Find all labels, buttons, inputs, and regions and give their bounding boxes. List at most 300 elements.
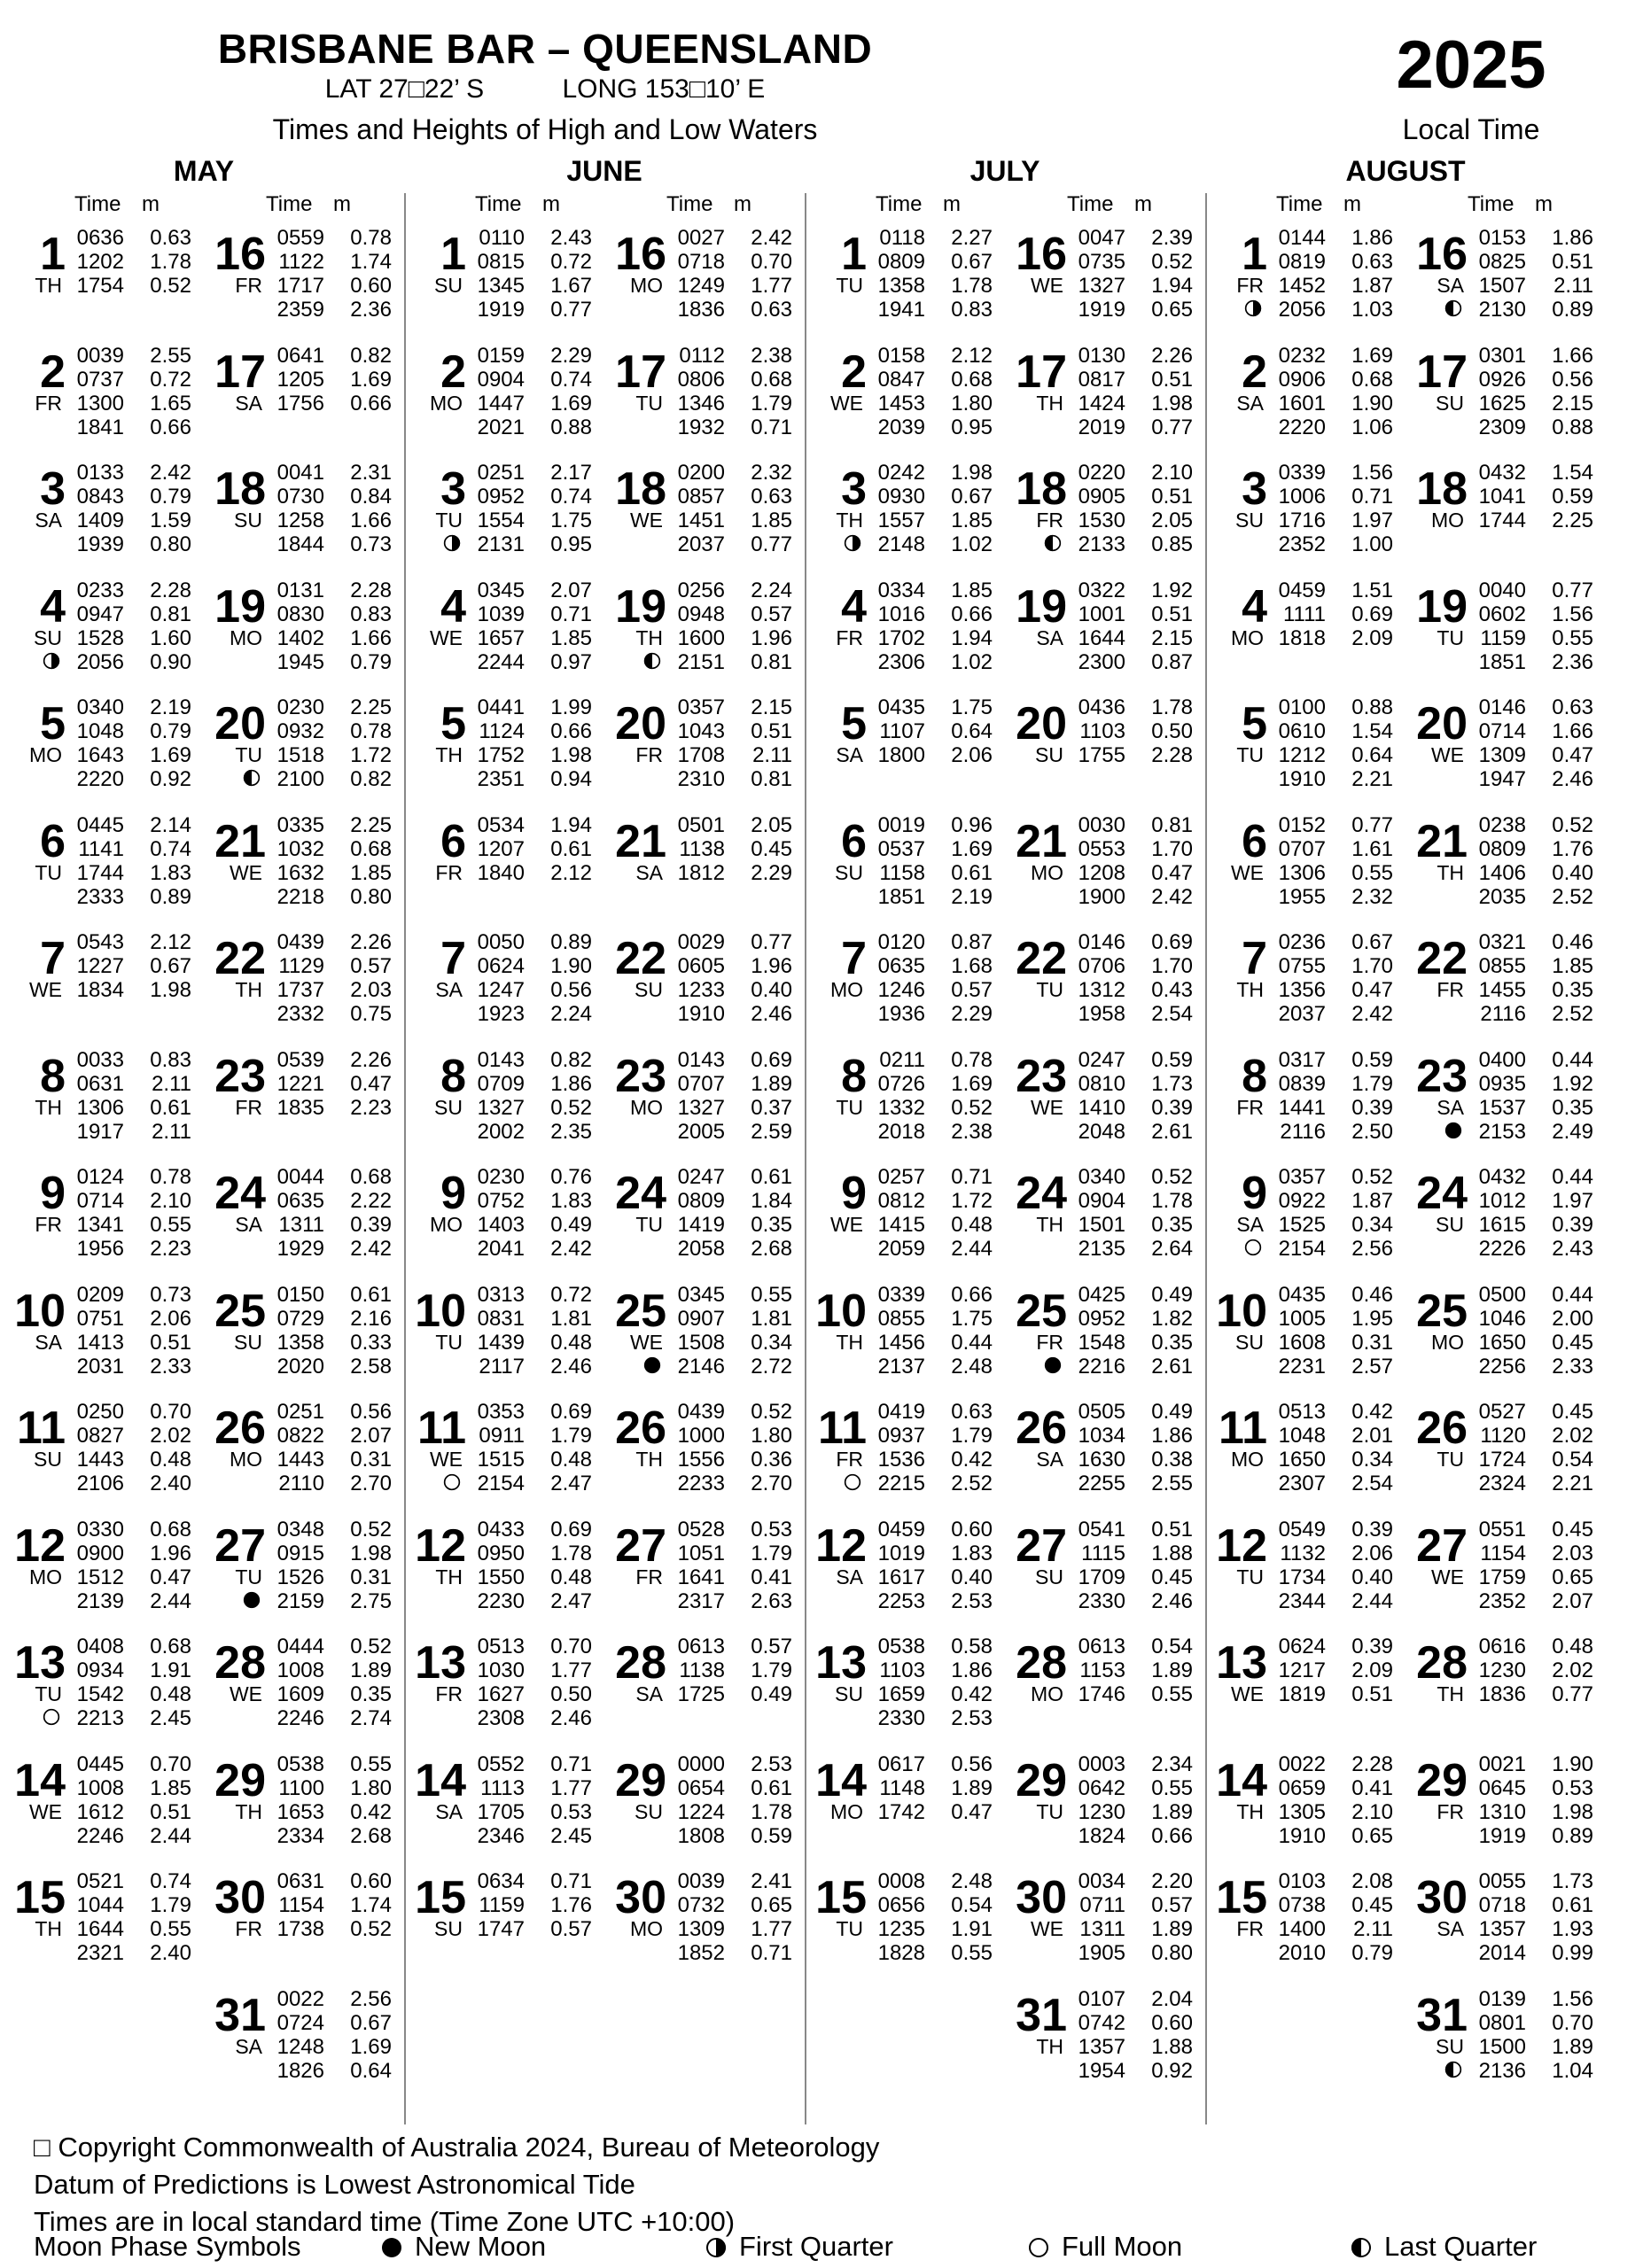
legend-full-moon	[1028, 2231, 1182, 2263]
tide-time: 1945	[276, 649, 324, 674]
tide-time: 2137	[877, 1354, 925, 1379]
tide-time: 1917	[76, 1119, 124, 1144]
day-entry	[404, 338, 604, 456]
tide-time: 1742	[877, 1799, 925, 1824]
tide-time: 1812	[677, 860, 725, 885]
tide-time: 1600	[677, 625, 725, 650]
tide-height: 0.77	[1552, 578, 1593, 602]
tide-time: 2359	[276, 298, 324, 322]
day-entry	[4, 1629, 204, 1747]
tide-height: 0.60	[350, 274, 392, 298]
tide-time: 0050	[477, 930, 525, 954]
tide-time: 1005	[1278, 1306, 1326, 1331]
tide-height: 2.38	[751, 343, 792, 368]
tide-height: 0.92	[150, 767, 191, 791]
tide-height: 2.70	[350, 1472, 392, 1495]
tide-time: 1305	[1278, 1799, 1326, 1824]
tide-time: 0139	[1478, 1986, 1526, 2011]
tide-height: 1.89	[1151, 1917, 1193, 1941]
tide-time: 0041	[276, 461, 324, 485]
tide-time: 0247	[1078, 1047, 1125, 1072]
tide-time: 1923	[477, 1002, 525, 1026]
day-number: 6	[841, 815, 867, 867]
tide-time: 2246	[276, 1706, 324, 1730]
tide-height: 0.55	[751, 1282, 792, 1307]
tide-height: 2.61	[1151, 1119, 1193, 1144]
tide-height: 2.48	[951, 1869, 993, 1893]
tide-time: 0152	[1278, 812, 1326, 837]
day-entry	[805, 1160, 1005, 1278]
tide-time: 1310	[1478, 1799, 1526, 1824]
tide-height: 0.68	[150, 1517, 191, 1542]
weekday: SA	[1437, 1095, 1464, 1119]
tide-height: 0.52	[1151, 250, 1193, 274]
tide-time: 0441	[477, 695, 525, 719]
tide-time: 1358	[877, 274, 925, 298]
tide-height: 2.32	[751, 461, 792, 485]
tide-time: 0435	[1278, 1282, 1326, 1307]
days-16-31	[1005, 221, 1205, 2099]
tide-time: 1356	[1278, 978, 1326, 1002]
day-number: 28	[214, 1637, 266, 1689]
tide-height: 2.75	[350, 1588, 392, 1613]
tide-time: 0340	[1078, 1165, 1125, 1189]
tide-height: 2.45	[550, 1823, 592, 1848]
tide-height: 0.74	[550, 485, 592, 509]
tide-time: 0432	[1478, 1165, 1526, 1189]
day-entry	[1005, 221, 1205, 338]
tide-height: 0.77	[751, 532, 792, 556]
tide-time: 1409	[76, 509, 124, 532]
tide-time: 0729	[276, 1306, 324, 1331]
tide-time: 0711	[1079, 1893, 1125, 1917]
tide-height: 1.92	[1151, 578, 1193, 602]
page-title: BRISBANE BAR – QUEENSLAND	[217, 26, 873, 72]
tide-time: 1752	[477, 743, 525, 767]
new-moon-icon	[1044, 1356, 1062, 1374]
day-number: 31	[1016, 1989, 1067, 2041]
day-entry	[4, 338, 204, 456]
longitude: LONG 153□10’ E	[562, 74, 766, 104]
tide-height: 0.35	[1552, 978, 1593, 1002]
tide-time: 2110	[278, 1472, 324, 1495]
tide-height: 2.52	[951, 1472, 993, 1495]
tide-time: 0809	[877, 250, 925, 274]
tide-height: 0.35	[1151, 1330, 1193, 1355]
tide-height: 0.63	[150, 226, 191, 250]
tide-height: 1.75	[951, 1306, 993, 1331]
weekday: TU	[435, 509, 463, 532]
tide-height: 2.42	[1151, 884, 1193, 909]
tide-height: 2.07	[550, 578, 592, 602]
tide-height: 0.81	[751, 649, 792, 674]
tide-time: 1548	[1078, 1330, 1125, 1355]
tide-time: 1019	[877, 1541, 925, 1565]
tide-height: 0.40	[1351, 1565, 1393, 1589]
tide-time: 0112	[679, 343, 725, 368]
tide-time: 0553	[1078, 836, 1125, 861]
tide-height: 1.69	[1351, 343, 1393, 368]
tide-time: 1115	[1081, 1541, 1125, 1565]
weekday: SA	[1236, 1213, 1264, 1236]
weekday: MO	[229, 1448, 262, 1471]
day-number: 2	[440, 346, 466, 398]
tide-time: 1754	[76, 274, 124, 298]
latitude: LAT 27□22’ S	[324, 74, 485, 104]
weekday: FR	[435, 860, 463, 884]
tide-time: 1235	[877, 1917, 925, 1941]
tide-time: 1737	[276, 978, 324, 1002]
tide-time: 1747	[477, 1917, 525, 1941]
tide-height: 2.64	[1151, 1237, 1193, 1261]
tide-height: 2.52	[1552, 884, 1593, 909]
tide-time: 2153	[1478, 1119, 1526, 1144]
tide-time: 0124	[76, 1165, 124, 1189]
day-entry	[4, 1747, 204, 1865]
tide-height: 0.58	[951, 1635, 993, 1658]
tide-height: 0.67	[1351, 930, 1393, 954]
tide-height: 0.51	[150, 1799, 191, 1824]
tide-height: 0.34	[1351, 1448, 1393, 1472]
tide-height: 2.22	[350, 1189, 392, 1213]
tide-time: 2014	[1478, 1941, 1526, 1965]
tide-time: 0857	[677, 485, 725, 509]
month-may	[4, 155, 404, 2083]
tide-height: 0.97	[550, 649, 592, 674]
tide-height: 0.74	[550, 367, 592, 392]
day-entry	[204, 338, 404, 456]
tide-time: 1508	[677, 1330, 725, 1355]
tide-time: 0528	[677, 1517, 725, 1542]
tide-height: 0.42	[350, 1799, 392, 1824]
tide-height: 1.89	[350, 1658, 392, 1682]
tide-time: 0855	[877, 1306, 925, 1331]
tide-height: 0.77	[1151, 415, 1193, 439]
day-entry	[604, 573, 805, 691]
tide-height: 1.67	[550, 274, 592, 298]
tide-time: 0238	[1478, 812, 1526, 837]
tide-height: 0.78	[350, 719, 392, 743]
tide-height: 0.75	[350, 1002, 392, 1026]
tide-height: 0.61	[150, 1095, 191, 1120]
tide-time: 1309	[1478, 743, 1526, 767]
tide-height: 0.51	[1351, 1682, 1393, 1706]
tide-time: 0636	[76, 226, 124, 250]
tide-height: 0.72	[550, 250, 592, 274]
tide-time: 2246	[76, 1823, 124, 1848]
tide-time: 0724	[276, 2010, 324, 2035]
tide-height: 0.63	[951, 1400, 993, 1424]
day-entry	[1005, 1512, 1205, 1630]
tide-height: 1.66	[1552, 719, 1593, 743]
tide-height: 1.73	[1151, 1071, 1193, 1096]
tide-height: 0.55	[1151, 1775, 1193, 1800]
tide-height: 2.11	[1353, 1917, 1393, 1941]
tide-height: 0.42	[951, 1682, 993, 1706]
tide-height: 0.69	[751, 1047, 792, 1072]
tide-height: 2.21	[1351, 767, 1393, 791]
tide-height: 0.70	[150, 1400, 191, 1424]
weekday: FR	[1236, 1095, 1264, 1119]
tide-time: 1939	[76, 532, 124, 556]
tide-height: 2.46	[550, 1354, 592, 1379]
tide-height: 1.77	[550, 1658, 592, 1682]
tide-time: 0251	[477, 461, 525, 485]
tide-time: 0934	[76, 1658, 124, 1682]
month-name: AUGUST	[1345, 155, 1466, 187]
tide-time: 0827	[76, 1424, 124, 1448]
day-entry	[1005, 1394, 1205, 1512]
weekday: SU	[1436, 2034, 1464, 2058]
tide-time: 1644	[76, 1917, 124, 1941]
tide-time: 1609	[276, 1682, 324, 1706]
tide-height: 2.59	[751, 1119, 792, 1144]
day-entry	[1205, 925, 1406, 1043]
tide-height: 1.96	[150, 1541, 191, 1565]
tide-height: 2.74	[350, 1706, 392, 1730]
tide-time: 1346	[677, 391, 725, 416]
weekday: TU	[1036, 978, 1063, 1001]
day-number: 22	[1016, 933, 1067, 984]
weekday: TH	[435, 1565, 463, 1588]
tide-height: 0.63	[751, 485, 792, 509]
tide-height: 0.99	[1552, 1941, 1593, 1965]
tide-height: 0.65	[1552, 1565, 1593, 1589]
column-headers	[404, 190, 805, 221]
day-entry	[204, 925, 404, 1043]
tide-height: 2.11	[752, 743, 792, 767]
tide-time: 0236	[1278, 930, 1326, 954]
tide-height: 2.12	[550, 860, 592, 885]
tide-time: 1402	[276, 625, 324, 650]
tide-height: 0.69	[550, 1400, 592, 1424]
day-number: 4	[1242, 580, 1267, 633]
tide-time: 1705	[477, 1799, 525, 1824]
tide-time: 1034	[1078, 1424, 1125, 1448]
tide-height: 0.66	[1151, 1823, 1193, 1848]
day-entry	[805, 338, 1005, 456]
tide-height: 0.51	[1151, 602, 1193, 626]
tide-height: 0.35	[350, 1682, 392, 1706]
tide-time: 1357	[1478, 1917, 1526, 1941]
tide-time: 2148	[877, 532, 925, 556]
tide-time: 2256	[1478, 1354, 1526, 1379]
tide-height: 0.40	[1552, 860, 1593, 885]
weekday: SA	[235, 1213, 262, 1236]
tide-height: 1.69	[951, 1071, 993, 1096]
tide-time: 2306	[877, 649, 925, 674]
tide-time: 2131	[477, 532, 525, 556]
tide-time: 1122	[278, 250, 324, 274]
tide-height: 0.55	[1151, 1682, 1193, 1706]
weekday: TU	[35, 860, 62, 884]
tide-time: 1910	[677, 1002, 725, 1026]
tide-time: 2005	[677, 1119, 725, 1144]
weekday: SU	[1235, 509, 1264, 532]
day-number: 20	[1416, 698, 1468, 750]
tide-height: 1.86	[1351, 226, 1393, 250]
tide-height: 0.60	[350, 1869, 392, 1893]
tide-time: 1834	[76, 978, 124, 1002]
tide-height: 2.05	[1151, 509, 1193, 532]
full-moon-icon	[443, 1473, 461, 1491]
tide-time: 1910	[1278, 1823, 1326, 1848]
weekday: SU	[1035, 743, 1063, 766]
month-august	[1205, 155, 1606, 2083]
day-entry	[1205, 1394, 1406, 1512]
tide-height: 0.89	[1552, 1823, 1593, 1848]
day-number: 30	[1416, 1872, 1468, 1923]
tide-time: 1306	[1278, 860, 1326, 885]
tide-time: 0948	[677, 602, 725, 626]
weekday: MO	[1230, 1448, 1264, 1471]
day-number: 21	[615, 815, 666, 867]
tide-height: 2.06	[1351, 1541, 1393, 1565]
day-number: 2	[1242, 346, 1267, 398]
day-number: 24	[615, 1168, 666, 1219]
weekday: SA	[836, 743, 863, 766]
day-entry	[604, 1160, 805, 1278]
tide-height: 0.52	[951, 1095, 993, 1120]
tide-height: 0.63	[1351, 250, 1393, 274]
tide-time: 2056	[76, 649, 124, 674]
tide-height: 0.48	[550, 1565, 592, 1589]
tide-time: 1311	[278, 1213, 324, 1237]
tide-height: 0.92	[1151, 2058, 1193, 2083]
tide-time: 1526	[276, 1565, 324, 1589]
tide-time: 1734	[1278, 1565, 1326, 1589]
tide-time: 2056	[1278, 298, 1326, 322]
day-entry	[1205, 221, 1406, 338]
day-entry	[805, 1043, 1005, 1161]
tide-time: 0153	[1478, 226, 1526, 250]
day-entry	[404, 455, 604, 573]
tide-time: 1246	[877, 978, 925, 1002]
day-entry	[1005, 925, 1205, 1043]
tide-time: 1601	[1278, 391, 1326, 416]
tide-time: 1000	[677, 1424, 725, 1448]
day-entry	[805, 573, 1005, 691]
days-1-15	[404, 221, 604, 1982]
tide-height: 2.43	[1552, 1237, 1593, 1261]
tide-height: 0.80	[350, 884, 392, 909]
weekday: FR	[1036, 1330, 1063, 1354]
tide-height: 0.52	[550, 1095, 592, 1120]
tide-height: 1.78	[751, 1799, 792, 1824]
tide-height: 1.87	[1351, 274, 1393, 298]
tide-height: 1.80	[350, 1775, 392, 1800]
tide-height: 1.78	[951, 274, 993, 298]
tide-time: 0541	[1078, 1517, 1125, 1542]
tide-time: 0400	[1478, 1047, 1526, 1072]
tide-height: 1.96	[751, 954, 792, 978]
day-entry	[1406, 1160, 1606, 1278]
tide-height: 2.26	[350, 930, 392, 954]
tide-time: 0538	[276, 1751, 324, 1776]
day-number: 6	[1242, 815, 1267, 867]
weekday: SA	[435, 978, 463, 1001]
day-number: 25	[1416, 1285, 1468, 1337]
tide-time: 0044	[276, 1165, 324, 1189]
day-number: 17	[615, 346, 666, 398]
tide-height: 1.66	[350, 625, 392, 650]
tide-height: 2.25	[1552, 509, 1593, 532]
tide-height: 0.49	[550, 1213, 592, 1237]
day-number: 21	[1416, 815, 1468, 867]
day-number: 1	[40, 229, 66, 280]
legend-last-quarter-label: Last Quarter	[1384, 2231, 1538, 2262]
tide-time: 0500	[1478, 1282, 1526, 1307]
tide-height: 1.83	[951, 1541, 993, 1565]
time-header: Time	[1468, 192, 1515, 216]
tide-time: 0432	[1478, 461, 1526, 485]
tide-height: 0.39	[350, 1213, 392, 1237]
tide-height: 0.67	[951, 250, 993, 274]
tide-time: 2244	[477, 649, 525, 674]
day-entry	[604, 338, 805, 456]
tide-time: 1249	[677, 274, 725, 298]
day-number: 26	[1016, 1402, 1067, 1454]
tide-time: 1627	[477, 1682, 525, 1706]
tide-height: 1.78	[150, 250, 191, 274]
weekday: SA	[1036, 1448, 1063, 1471]
tide-time: 1554	[477, 509, 525, 532]
tide-time: 2220	[76, 767, 124, 791]
tide-time: 2332	[276, 1002, 324, 1026]
tide-height: 0.67	[350, 2010, 392, 2035]
weekday: TH	[836, 1330, 863, 1354]
location-coordinates	[0, 74, 1090, 105]
tide-height: 0.67	[951, 485, 993, 509]
tide-height: 0.95	[951, 415, 993, 439]
tide-height: 2.35	[550, 1119, 592, 1144]
tide-time: 0345	[477, 578, 525, 602]
tide-height: 0.54	[1552, 1448, 1593, 1472]
tide-time: 1419	[677, 1213, 725, 1237]
tide-height: 0.60	[951, 1517, 993, 1542]
tide-height: 0.31	[350, 1565, 392, 1589]
weekday: WE	[1230, 860, 1264, 884]
weekday: SA	[1036, 625, 1063, 649]
tide-height: 2.53	[751, 1751, 792, 1776]
tide-height: 0.40	[951, 1565, 993, 1589]
tide-time: 2333	[76, 884, 124, 909]
tide-time: 0624	[477, 954, 525, 978]
weekday: WE	[429, 1448, 463, 1471]
day-entry	[404, 690, 604, 808]
day-number: 3	[1242, 463, 1267, 515]
tide-time: 1345	[477, 274, 525, 298]
weekday: FR	[836, 1448, 863, 1471]
tide-time: 1410	[1078, 1095, 1125, 1120]
tide-time: 0445	[76, 812, 124, 837]
full-moon-icon	[43, 1708, 60, 1726]
tide-time: 0348	[276, 1517, 324, 1542]
tide-time: 1702	[877, 625, 925, 650]
tide-time: 0022	[1278, 1751, 1326, 1776]
weekday: SA	[35, 509, 62, 532]
tide-height: 0.33	[350, 1330, 392, 1355]
tide-height: 2.03	[350, 978, 392, 1002]
tide-time: 2346	[477, 1823, 525, 1848]
tide-height: 1.89	[1151, 1799, 1193, 1824]
tide-height: 0.48	[1552, 1635, 1593, 1658]
day-entry	[1205, 455, 1406, 573]
tide-time: 0209	[76, 1282, 124, 1307]
tide-height: 2.23	[150, 1237, 191, 1261]
tide-height: 1.74	[350, 250, 392, 274]
day-entry	[604, 221, 805, 338]
